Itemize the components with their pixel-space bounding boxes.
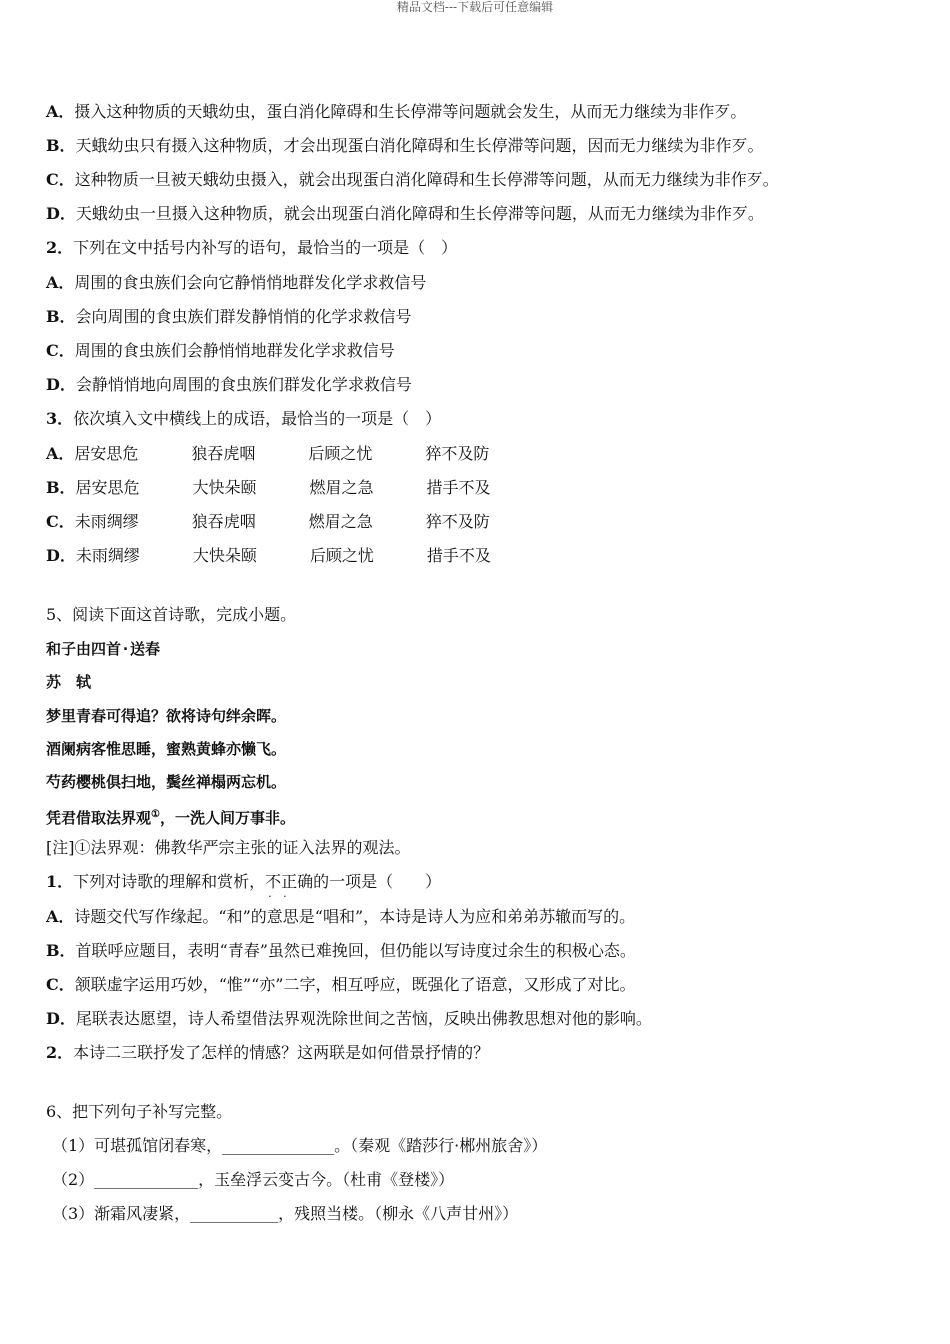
poem-line-text: 凭君借取法界观	[46, 809, 152, 827]
sec5-q1-option-b	[46, 941, 636, 961]
section6-title: 6、把下列句子补写完整。	[46, 1102, 233, 1121]
q2-option-c	[46, 341, 395, 361]
option-text: 天蛾幼虫只有摄入这种物质，才会出现蛋白消化障碍和生长停滞等问题，因而无力继续为非作歹。	[75, 136, 764, 155]
question-text: 下列对诗歌的理解和赏析，	[73, 872, 266, 891]
idiom: 未雨绸缪	[75, 546, 140, 565]
idiom: 后顾之忧	[308, 444, 373, 463]
option-label: A．	[46, 444, 75, 463]
q3-stem	[46, 409, 441, 429]
section5-title: 5、阅读下面这首诗歌，完成小题。	[46, 605, 297, 624]
q3-option-c	[46, 512, 543, 532]
poem-line-1: 梦里青春可得追？欲将诗句绊余晖。	[46, 707, 287, 725]
idiom: 狼吞虎咽	[191, 512, 256, 531]
option-text: 摄入这种物质的天蛾幼虫，蛋白消化障碍和生长停滞等问题就会发生，从而无力继续为非作歹。	[74, 102, 747, 121]
option-text: 会静悄悄地向周围的食虫族们群发化学求救信号	[75, 375, 412, 394]
option-label: A．	[46, 102, 75, 121]
q1-option-c	[46, 170, 779, 190]
question-number: 2．	[46, 1043, 74, 1062]
fill-blank-1: （1）可堪孤馆闭春寒，______________。（秦观《踏莎行·郴州旅舍》）	[52, 1136, 548, 1155]
option-text: 首联呼应题目，表明“青春”虽然已难挽回，但仍能以写诗度过余生的积极心态。	[75, 941, 636, 960]
q2-stem	[46, 238, 457, 258]
sec5-q2-stem	[46, 1043, 489, 1063]
poem-line-4	[46, 805, 295, 828]
sec5-q1-option-a	[46, 907, 635, 927]
idiom: 居安思危	[75, 478, 140, 497]
sec5-q1-option-c	[46, 975, 635, 995]
q3-option-a	[46, 444, 542, 464]
q1-option-d	[46, 204, 764, 224]
question-text: 下列在文中括号内补写的语句，最恰当的一项是（ ）	[73, 238, 458, 257]
q1-option-a	[46, 102, 746, 122]
idiom: 猝不及防	[425, 444, 490, 463]
q3-option-b	[46, 478, 544, 498]
option-text: 周围的食虫族们会向它静悄悄地群发化学求救信号	[74, 273, 427, 292]
idiom: 狼吞虎咽	[191, 444, 256, 463]
fill-blank-2: （2）_____________，玉垒浮云变古今。（杜甫《登楼》）	[52, 1170, 455, 1189]
sec5-q1-option-d	[46, 1009, 652, 1029]
idiom: 居安思危	[74, 444, 139, 463]
option-text: 会向周围的食虫族们群发静悄悄的化学求救信号	[75, 307, 412, 326]
option-label: A．	[46, 273, 75, 292]
idiom: 后顾之忧	[309, 546, 374, 565]
question-text: 依次填入文中横线上的成语，最恰当的一项是（ ）	[73, 409, 442, 428]
option-label: C．	[46, 170, 75, 189]
page-header: 精品文档---下载后可任意编辑	[396, 0, 554, 14]
idiom: 未雨绸缪	[74, 512, 139, 531]
option-text: 诗题交代写作缘起。“和”的意思是“唱和”，本诗是诗人为应和弟弟苏辙而写的。	[74, 907, 636, 926]
sec5-q1-stem	[46, 872, 441, 892]
question-number: 2．	[46, 238, 74, 257]
option-label: C．	[46, 341, 75, 360]
poem-title: 和子由四首·送春	[46, 640, 161, 658]
poem-line-text: ，一洗人间万事非。	[159, 809, 295, 827]
option-text: 颔联虚字运用巧妙，“惟”“亦”二字，相互呼应，既强化了语意，又形成了对比。	[74, 975, 636, 994]
option-label: D．	[46, 204, 76, 223]
option-label: C．	[46, 975, 75, 994]
option-text: 天蛾幼虫一旦摄入这种物质，就会出现蛋白消化障碍和生长停滞等问题，从而无力继续为非作歹。	[75, 204, 764, 223]
q2-option-d	[46, 375, 412, 395]
option-label: D．	[46, 375, 76, 394]
idiom: 措手不及	[426, 478, 491, 497]
idiom: 大快朵颐	[192, 546, 257, 565]
option-label: B．	[46, 307, 76, 326]
question-number: 1．	[46, 872, 74, 891]
q3-option-d	[46, 546, 544, 566]
option-text: 周围的食虫族们会静悄悄地群发化学求救信号	[74, 341, 395, 360]
emphasis-text: 不正确 · ·	[265, 872, 313, 891]
question-number: 3．	[46, 409, 74, 428]
option-label: B．	[46, 478, 76, 497]
fill-blank-3: （3）渐霜风凄紧，___________，残照当楼。（柳永《八声甘州》）	[52, 1204, 519, 1223]
q2-option-b	[46, 307, 412, 327]
idiom: 燃眉之急	[308, 512, 373, 531]
idiom: 大快朵颐	[192, 478, 257, 497]
option-text: 这种物质一旦被天蛾幼虫摄入，就会出现蛋白消化障碍和生长停滞等问题，从而无力继续为非作歹。	[74, 170, 779, 189]
option-label: B．	[46, 941, 76, 960]
poem-line-2: 酒阑病客惟思睡，蜜熟黄蜂亦懒飞。	[46, 740, 287, 758]
option-text: 尾联表达愿望，诗人希望借法界观洗除世间之苦恼，反映出佛教思想对他的影响。	[75, 1009, 652, 1028]
idiom: 燃眉之急	[309, 478, 374, 497]
idiom: 猝不及防	[425, 512, 490, 531]
poem-note: [注]①法界观：佛教华严宗主张的证入法界的观法。	[46, 838, 411, 857]
question-text: 的一项是（ ）	[313, 872, 442, 891]
poem-line-3: 芍药樱桃俱扫地，鬓丝禅榻两忘机。	[46, 773, 287, 791]
footnote-marker: ①	[151, 809, 160, 820]
option-label: A．	[46, 907, 75, 926]
poem-author: 苏 轼	[46, 673, 92, 691]
option-label: C．	[46, 512, 75, 531]
option-label: D．	[46, 1009, 76, 1028]
option-label: D．	[46, 546, 76, 565]
question-text: 本诗二三联抒发了怎样的情感？这两联是如何借景抒情的？	[73, 1043, 490, 1062]
q2-option-a	[46, 273, 426, 293]
q1-option-b	[46, 136, 764, 156]
option-label: B．	[46, 136, 76, 155]
idiom: 措手不及	[426, 546, 491, 565]
